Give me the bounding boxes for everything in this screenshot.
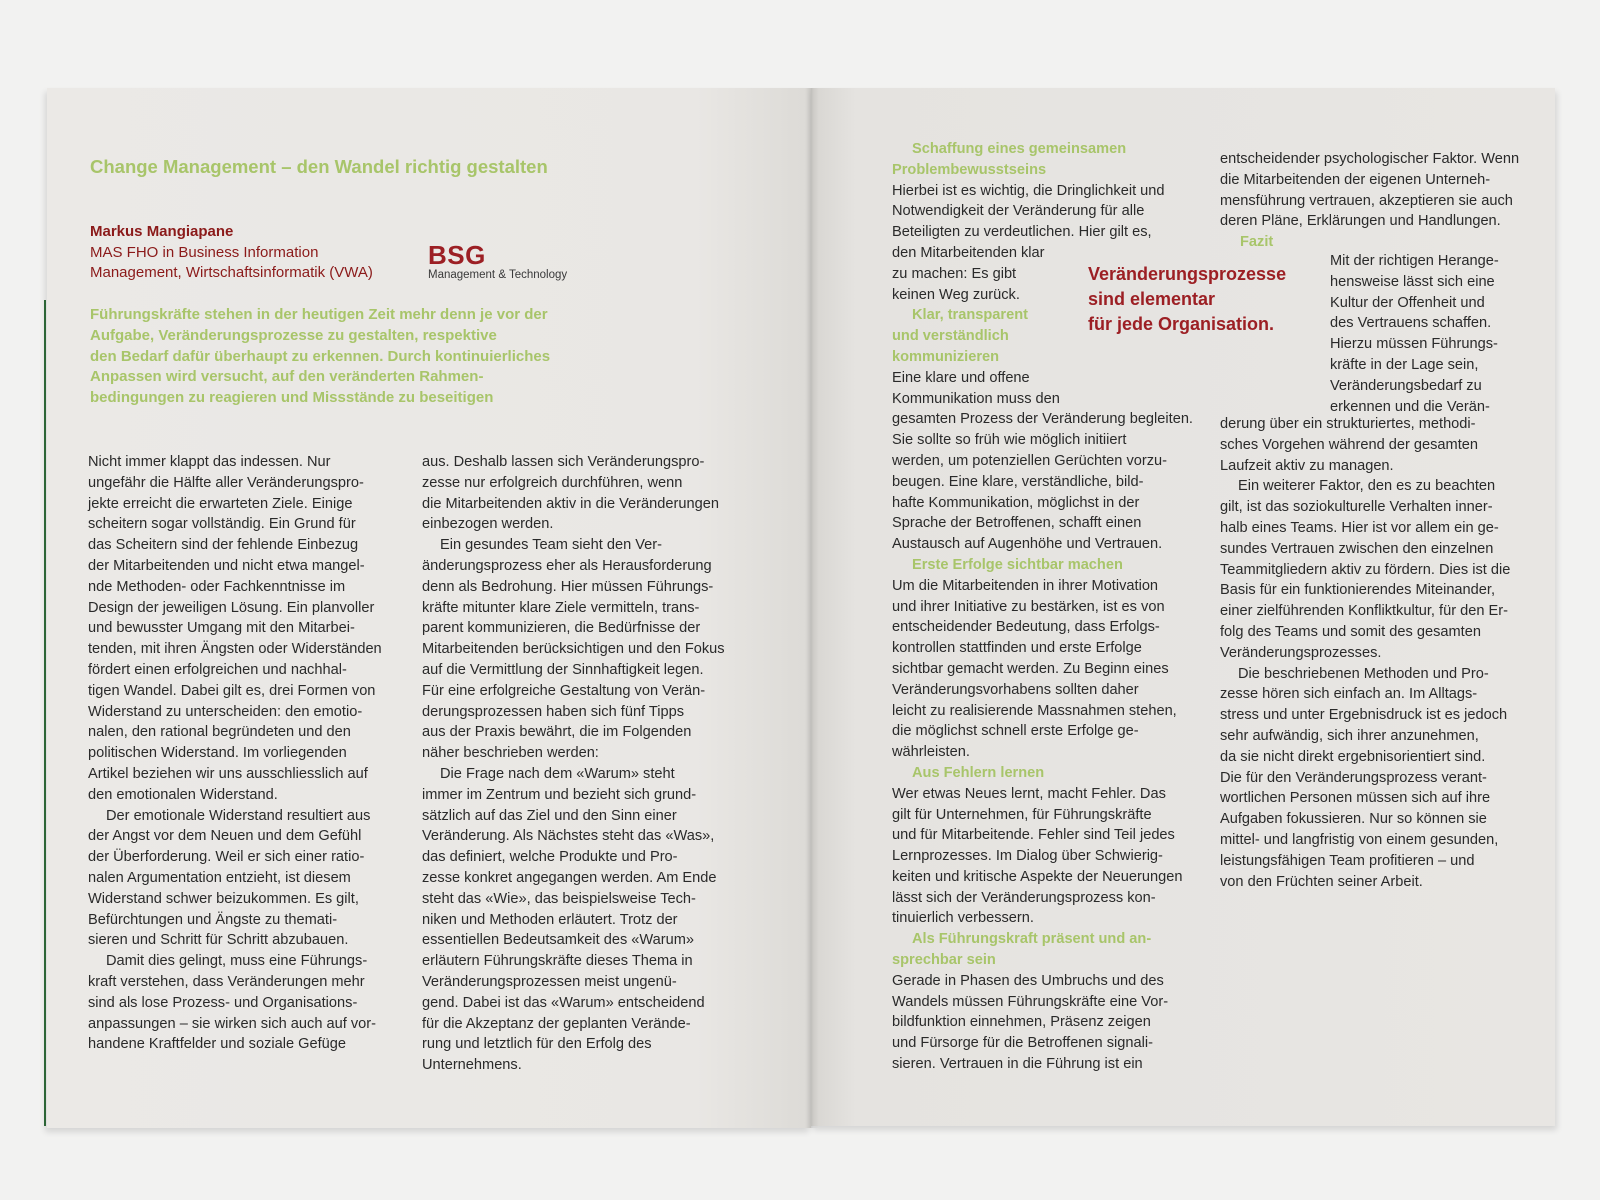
text-line: Aus Fehlern lernen [912, 764, 1045, 781]
text-line: handene Kraftfelder und soziale Gefüge [88, 1036, 347, 1053]
text-line: Widerstand zu unterscheiden: den emotio- [88, 703, 363, 720]
logo-subtitle: Management & Technology [428, 269, 568, 281]
text-line: Nicht immer klappt das indessen. Nur [88, 454, 331, 470]
text-line: den Bedarf dafür überhaupt zu erkennen. Durch kontinuierliches [90, 347, 551, 365]
text-line: Veränderung. Als Nächstes steht das «Was», [422, 828, 715, 845]
text-line: des Vertrauens schaffen. [1330, 315, 1492, 332]
text-line: und Fürsorge für die Betroffenen signali- [892, 1035, 1153, 1052]
text-line: Aufgabe, Veränderungsprozesse zu gestalten, respektive [90, 326, 497, 344]
text-line: leicht zu realisierende Massnahmen stehen, [892, 702, 1177, 719]
text-column-2 [422, 452, 732, 1076]
text-line: halb eines Teams. Hier ist vor allem ein ge- [1220, 519, 1499, 536]
text-line: anpassungen – sie wirken sich auch auf vor- [88, 1015, 376, 1032]
text-line: scheitern sogar vollständig. Ein Grund für [88, 516, 356, 533]
text-line: werden, um potenziellen Gerüchten vorzu- [892, 452, 1167, 469]
text-line: sind elementar [1088, 289, 1216, 309]
text-line: kraft verstehen, dass Veränderungen mehr [88, 973, 365, 990]
text-column-4-bottom [1220, 414, 1530, 892]
text-line: zesse hören sich einfach an. Im Alltags- [1220, 686, 1478, 703]
text-line: Widerstand schwer beizukommen. Es gilt, [88, 890, 359, 907]
text-line: kräfte mitunter klare Ziele vermitteln, trans- [422, 599, 700, 616]
text-line: zu machen: Es gibt [892, 265, 1017, 282]
text-line: sprechbar sein [892, 952, 996, 969]
text-line: einbezogen werden. [422, 516, 554, 533]
text-line: immer im Zentrum und bezieht sich grund- [422, 786, 697, 803]
text-line: Hierbei ist es wichtig, die Dringlichkeit und [892, 182, 1165, 199]
text-column-1 [88, 452, 398, 1055]
text-line: erkennen und die Verän- [1330, 398, 1490, 415]
text-line: leistungsfähigen Team profitieren – und [1220, 852, 1475, 869]
text-line: Sie sollte so früh wie möglich initiiert [892, 432, 1127, 449]
text-line: Anpassen wird versucht, auf den veränderten Rahmen- [90, 368, 484, 386]
text-line: bedingungen zu reagieren und Missstände zu beseitigen [90, 389, 494, 407]
text-line: fördert einen erfolgreichen und nachhal- [88, 661, 347, 678]
text-line: Veränderungsvorhabens sollten daher [892, 681, 1139, 698]
text-line: Laufzeit aktiv zu managen. [1220, 457, 1394, 474]
text-line: näher beschrieben werden: [422, 745, 599, 762]
text-column-4-narrow [1330, 251, 1540, 417]
text-line: niken und Methoden erläutert. Trotz der [422, 911, 678, 928]
text-line: Veränderungsprozesse [1088, 264, 1287, 284]
text-line: Kommunikation muss den [892, 390, 1060, 407]
text-line: entscheidender Bedeutung, dass Erfolgs- [892, 619, 1160, 636]
text-line: den Mitarbeitenden klar [892, 244, 1045, 261]
text-line: zesse nur erfolgreich durchführen, wenn [422, 474, 683, 491]
text-line: währleisten. [892, 744, 970, 761]
text-line: sichtbar gemacht werden. Zu Beginn eines [892, 660, 1169, 677]
text-line: denn als Bedrohung. Hier müssen Führungs- [422, 578, 714, 595]
text-line: die Mitarbeitenden aktiv in die Veränderungen [422, 495, 719, 512]
text-line: ungefähr die Hälfte aller Veränderungspro- [88, 474, 364, 491]
text-line: Artikel beziehen wir uns ausschliesslich auf [88, 765, 368, 782]
text-line: essentiellen Bedeutsamkeit des «Warum» [422, 932, 695, 949]
text-line: Gerade in Phasen des Umbruchs und des [892, 972, 1164, 989]
spine-shadow [805, 88, 819, 1128]
text-line: wortlichen Personen müssen sich auf ihre [1220, 790, 1491, 807]
text-line: steht das «Wie», das beispielsweise Tech- [422, 890, 696, 907]
text-line: Um die Mitarbeitenden in ihrer Motivation [892, 577, 1159, 594]
text-line: der Angst vor dem Neuen und dem Gefühl [88, 828, 362, 845]
text-line: parent kommunizieren, die Bedürfnisse der [422, 620, 701, 637]
text-line: kontrollen stattfinden und erste Erfolge [892, 640, 1142, 657]
text-line: sieren. Vertrauen in die Führung ist ein [892, 1056, 1143, 1073]
text-line: und verständlich [892, 328, 1009, 345]
author-name: Markus Mangiapane [90, 223, 234, 240]
text-line: sundes Vertrauen zwischen den einzelnen [1220, 540, 1494, 557]
text-line: hensweise lässt sich eine [1330, 273, 1495, 290]
text-line: Veränderungsprozesses. [1220, 644, 1382, 661]
text-line: die Mitarbeitenden der eigenen Unterneh- [1220, 171, 1491, 188]
text-line: Sprache der Betroffenen, schafft einen [892, 515, 1142, 532]
text-line: Aufgaben fokussieren. Nur so können sie [1220, 811, 1487, 828]
text-line: kräfte in der Lage sein, [1330, 356, 1479, 373]
text-line: Als Führungskraft präsent und an- [912, 931, 1152, 948]
text-line: und bewusster Umgang mit den Mitarbei- [88, 620, 355, 637]
text-line: Wer etwas Neues lernt, macht Fehler. Das [892, 785, 1166, 802]
text-line: Damit dies gelingt, muss eine Führungs- [106, 953, 368, 970]
text-line: gilt für Unternehmen, für Führungskräfte [892, 806, 1152, 823]
text-line: Veränderungsprozessen meist ungenü- [422, 973, 677, 990]
text-line: das Scheitern sind der fehlende Einbezug [88, 537, 359, 554]
text-line: nalen Argumentation entzieht, ist diesem [88, 869, 351, 886]
text-line: tigen Wandel. Dabei gilt es, drei Formen von [88, 682, 376, 699]
text-line: Austausch auf Augenhöhe und Vertrauen. [892, 536, 1163, 553]
text-line: sätzlich auf das Ziel und den Sinn einer [422, 807, 677, 824]
text-line: einer zielführenden Konfliktkultur, für den Er- [1220, 603, 1508, 620]
text-line: Notwendigkeit der Veränderung für alle [892, 203, 1145, 220]
text-line: Die Frage nach dem «Warum» steht [440, 765, 675, 782]
text-line: nalen, den rational begründeten und den [88, 724, 351, 741]
cover-edge [44, 300, 46, 1126]
text-line: Kultur der Offenheit und [1330, 294, 1485, 311]
text-line: Hierzu müssen Führungs- [1330, 336, 1498, 353]
text-line: und für Mitarbeitende. Fehler sind Teil jedes [892, 827, 1175, 844]
article-title: Change Management – den Wandel richtig gestalten [90, 156, 548, 177]
text-line: Problembewusstseins [892, 161, 1047, 178]
author-credential-2: Management, Wirtschaftsinformatik (VWA) [90, 264, 373, 281]
text-line: Klar, transparent [912, 307, 1028, 324]
text-line: tinuierlich verbessern. [892, 910, 1034, 927]
text-line: Wandels müssen Führungskräfte eine Vor- [892, 993, 1169, 1010]
text-line: Mitarbeitenden berücksichtigen und den Fokus [422, 641, 725, 658]
text-line: entscheidender psychologischer Faktor. Wenn [1220, 151, 1520, 167]
text-line: Befürchtungen und Ängste zu themati- [88, 911, 338, 928]
text-line: mittel- und langfristig von einem gesunden, [1220, 831, 1499, 848]
text-line: der Überforderung. Weil er sich einer ratio- [88, 849, 365, 866]
lead-paragraph [90, 305, 690, 409]
text-line: folg des Teams und somit des gesamten [1220, 623, 1481, 640]
text-line: sieren und Schritt für Schritt abzubauen. [88, 932, 349, 949]
text-line: politischen Widerstand. Im vorliegenden [88, 745, 347, 762]
text-line: Für eine erfolgreiche Gestaltung von Verän- [422, 682, 706, 699]
text-line: sches Vorgehen während der gesamten [1220, 436, 1478, 453]
text-line: mensführung vertrauen, akzeptieren sie auch [1220, 192, 1513, 209]
text-line: tenden, mit ihren Ängsten oder Widerständen [88, 641, 382, 658]
text-line: erläutern Führungskräfte dieses Thema in [422, 953, 693, 970]
text-line: gesamten Prozess der Veränderung begleiten. [892, 411, 1193, 428]
author-block [90, 222, 420, 284]
logo-text: BSG [428, 240, 486, 270]
text-line: jekte erreicht die erwarteten Ziele. Einige [88, 495, 353, 512]
text-line: und ihrer Initiative zu bestärken, ist es von [892, 598, 1165, 615]
text-line: beugen. Eine klare, verständliche, bild- [892, 473, 1144, 490]
text-column-4-top [1220, 149, 1530, 253]
text-line: rung und letztlich für den Erfolg des [422, 1036, 652, 1053]
text-line: Eine klare und offene [892, 369, 1030, 386]
text-line: für jede Organisation. [1088, 314, 1275, 334]
text-line: Veränderungsbedarf zu [1330, 377, 1482, 394]
pull-quote [1088, 262, 1318, 337]
text-line: die möglichst schnell erste Erfolge ge- [892, 723, 1139, 740]
text-line: lässt sich der Veränderungsprozess kon- [892, 889, 1156, 906]
text-line: aus der Praxis bewährt, die im Folgenden [422, 724, 692, 741]
text-line: keinen Weg zurück. [892, 286, 1020, 303]
text-line: Erste Erfolge sichtbar machen [912, 556, 1123, 573]
text-line: kommunizieren [892, 348, 1000, 365]
text-line: gend. Dabei ist das «Warum» entscheidend [422, 994, 705, 1011]
text-line: änderungsprozess eher als Herausforderung [422, 557, 712, 574]
text-line: der Mitarbeitenden und nicht etwa mangel- [88, 557, 365, 574]
bsg-logo [428, 242, 588, 282]
text-line: auf die Vermittlung der Sinnhaftigkeit legen. [422, 661, 704, 678]
text-line: derung über ein strukturiertes, methodi- [1220, 416, 1476, 432]
text-line: Ein gesundes Team sieht den Ver- [440, 537, 663, 554]
text-line: Teammitgliedern aktiv zu fördern. Dies ist die [1220, 561, 1511, 578]
text-line: Beteiligten zu verdeutlichen. Hier gilt es, [892, 224, 1152, 241]
text-line: Die für den Veränderungsprozess verant- [1220, 769, 1487, 786]
text-line: Führungskräfte stehen in der heutigen Zeit mehr denn je vor der [90, 306, 548, 323]
text-line: Ein weiterer Faktor, den es zu beachten [1238, 478, 1496, 495]
text-line: für die Akzeptanz der geplanten Verände- [422, 1015, 691, 1032]
text-line: stress und unter Ergebnisdruck ist es jedoch [1220, 707, 1508, 724]
text-line: bildfunktion einnehmen, Präsenz zeigen [892, 1014, 1151, 1031]
text-line: nde Methoden- oder Fachkenntnisse im [88, 578, 346, 595]
text-line: Mit der richtigen Herange- [1330, 253, 1499, 269]
text-line: keiten und kritische Aspekte der Neuerungen [892, 868, 1183, 885]
text-line: von den Früchten seiner Arbeit. [1220, 873, 1423, 890]
text-line: Basis für ein funktionierendes Miteinander, [1220, 582, 1496, 599]
text-line: hafte Kommunikation, möglichst in der [892, 494, 1140, 511]
text-line: Unternehmens. [422, 1057, 522, 1074]
text-line: da sie nicht direkt ergebnisorientiert sind. [1220, 748, 1486, 765]
text-line: deren Pläne, Erklärungen und Handlungen. [1220, 213, 1501, 230]
text-line: sehr aufwändig, sich ihrer anzunehmen, [1220, 727, 1479, 744]
text-line: das definiert, welche Produkte und Pro- [422, 849, 678, 866]
text-line: den emotionalen Widerstand. [88, 786, 278, 803]
text-line: sind als lose Prozess- und Organisations- [88, 994, 358, 1011]
author-credential-1: MAS FHO in Business Information [90, 243, 319, 261]
text-line: gilt, ist das soziokulturelle Verhalten inner- [1220, 499, 1493, 516]
text-line: Design der jeweiligen Lösung. Ein planvoller [88, 599, 375, 616]
text-line: Schaffung eines gemeinsamen [912, 141, 1127, 157]
text-line: aus. Deshalb lassen sich Veränderungspro- [422, 454, 705, 470]
text-line: Fazit [1240, 234, 1274, 251]
text-line: Lernprozesses. Im Dialog über Schwierig- [892, 848, 1163, 865]
text-line: Der emotionale Widerstand resultiert aus [106, 807, 371, 824]
text-line: Die beschriebenen Methoden und Pro- [1238, 665, 1489, 682]
text-line: zesse konkret angegangen werden. Am Ende [422, 869, 717, 886]
text-line: derungsprozessen haben sich fünf Tipps [422, 703, 685, 720]
